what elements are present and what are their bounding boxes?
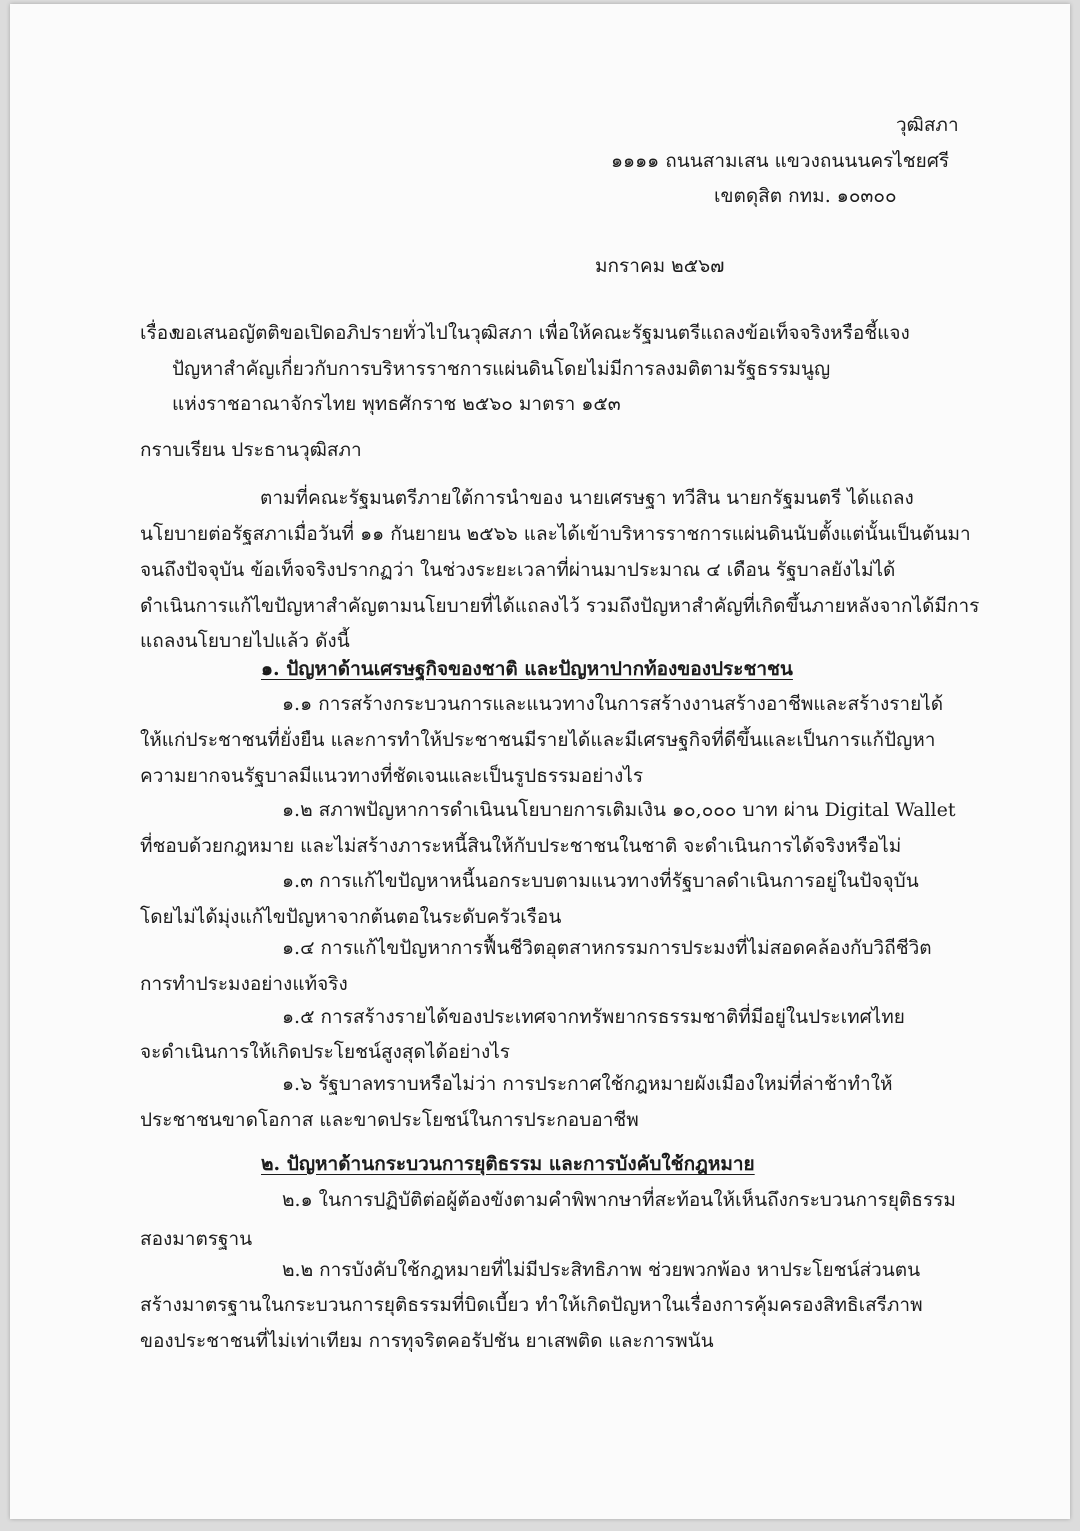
document-date: มกราคม ๒๕๖๗ <box>595 255 725 277</box>
intro-line2: นโยบายต่อรัฐสภาเมื่อวันที่ ๑๑ กันยายน ๒๕๖๖ และได้เข้าบริหารราชการแผ่นดินนับตั้งแต่นั้นเป็นต้นมา <box>140 523 971 545</box>
subject-line3: แห่งราชอาณาจักรไทย พุทธศักราช ๒๕๖๐ มาตรา ๑๕๓ <box>172 393 621 415</box>
document-page <box>10 4 1070 1519</box>
salutation: กราบเรียน ประธานวุฒิสภา <box>140 439 362 461</box>
item-1-3-line1: ๑.๓ การแก้ไขปัญหาหนี้นอกระบบตามแนวทางที่รัฐบาลดำเนินการอยู่ในปัจจุบัน <box>282 870 919 892</box>
subject-label: เรื่อง <box>140 322 178 344</box>
section1-heading: ๑. ปัญหาด้านเศรษฐกิจของชาติ และปัญหาปากท้องของประชาชน <box>261 658 793 680</box>
intro-line4: ดำเนินการแก้ไขปัญหาสำคัญตามนโยบายที่ได้แถลงไว้ รวมถึงปัญหาสำคัญที่เกิดขึ้นภายหลังจากได้มีการ <box>140 595 980 617</box>
item-1-3-line2: โดยไม่ได้มุ่งแก้ไขปัญหาจากต้นตอในระดับครัวเรือน <box>140 906 562 928</box>
item-1-5-line2: จะดำเนินการให้เกิดประโยชน์สูงสุดได้อย่างไร <box>140 1041 510 1063</box>
header-org: วุฒิสภา <box>896 114 959 136</box>
item-2-1-line1: ๒.๑ ในการปฏิบัติต่อผู้ต้องขังตามคำพิพากษาที่สะท้อนให้เห็นถึงกระบวนการยุติธรรม <box>282 1189 956 1211</box>
item-1-2-line2: ที่ชอบด้วยกฎหมาย และไม่สร้างภาระหนี้สินให้กับประชาชนในชาติ จะดำเนินการได้จริงหรือไม่ <box>140 835 902 857</box>
item-1-6-line1: ๑.๖ รัฐบาลทราบหรือไม่ว่า การประกาศใช้กฎหมายผังเมืองใหม่ที่ล่าช้าทำให้ <box>282 1073 893 1095</box>
item-1-6-line2: ประชาชนขาดโอกาส และขาดประโยชน์ในการประกอบอาชีพ <box>140 1109 639 1131</box>
item-1-4-line1: ๑.๔ การแก้ไขปัญหาการฟื้นชีวิตอุตสาหกรรมการประมงที่ไม่สอดคล้องกับวิถีชีวิต <box>282 937 932 959</box>
intro-line3: จนถึงปัจจุบัน ข้อเท็จจริงปรากฏว่า ในช่วงระยะเวลาที่ผ่านมาประมาณ ๔ เดือน รัฐบาลยังไม่ได้ <box>140 559 896 581</box>
item-2-2-line2: สร้างมาตรฐานในกระบวนการยุติธรรมที่บิดเบี้ยว ทำให้เกิดปัญหาในเรื่องการคุ้มครองสิทธิเสรีภาพ <box>140 1294 923 1316</box>
header-address-line2: เขตดุสิต กทม. ๑๐๓๐๐ <box>714 185 897 207</box>
section2-heading: ๒. ปัญหาด้านกระบวนการยุติธรรม และการบังคับใช้กฎหมาย <box>261 1153 755 1175</box>
intro-line5: แถลงนโยบายไปแล้ว ดังนี้ <box>140 630 350 652</box>
subject-line2: ปัญหาสำคัญเกี่ยวกับการบริหารราชการแผ่นดินโดยไม่มีการลงมติตามรัฐธรรมนูญ <box>172 358 831 380</box>
item-1-4-line2: การทำประมงอย่างแท้จริง <box>140 973 348 995</box>
intro-line1: ตามที่คณะรัฐมนตรีภายใต้การนำของ นายเศรษฐา ทวีสิน นายกรัฐมนตรี ได้แถลง <box>260 487 914 509</box>
item-1-2-line1: ๑.๒ สภาพปัญหาการดำเนินนโยบายการเติมเงิน ๑๐,๐๐๐ บาท ผ่าน Digital Wallet <box>282 799 956 821</box>
item-1-5-line1: ๑.๕ การสร้างรายได้ของประเทศจากทรัพยากรธรรมชาติที่มีอยู่ในประเทศไทย <box>282 1006 905 1028</box>
subject-line1: ขอเสนอญัตติขอเปิดอภิปรายทั่วไปในวุฒิสภา เพื่อให้คณะรัฐมนตรีแถลงข้อเท็จจริงหรือชี้แจง <box>172 322 910 344</box>
item-2-1-line2: สองมาตรฐาน <box>140 1228 253 1250</box>
item-1-1-line1: ๑.๑ การสร้างกระบวนการและแนวทางในการสร้างงานสร้างอาชีพและสร้างรายได้ <box>282 693 944 715</box>
item-1-1-line2: ให้แก่ประชาชนที่ยั่งยืน และการทำให้ประชาชนมีรายได้และมีเศรษฐกิจที่ดีขึ้นและเป็นการแก้ปัญหา <box>140 729 936 751</box>
item-2-2-line1: ๒.๒ การบังคับใช้กฎหมายที่ไม่มีประสิทธิภาพ ช่วยพวกพ้อง หาประโยชน์ส่วนตน <box>282 1259 921 1281</box>
item-1-1-line3: ความยากจนรัฐบาลมีแนวทางที่ชัดเจนและเป็นรูปธรรมอย่างไร <box>140 765 644 787</box>
item-2-2-line3: ของประชาชนที่ไม่เท่าเทียม การทุจริตคอรัปชัน ยาเสพติด และการพนัน <box>140 1330 714 1352</box>
header-address-line1: ๑๑๑๑ ถนนสามเสน แขวงถนนนครไชยศรี <box>611 150 950 172</box>
